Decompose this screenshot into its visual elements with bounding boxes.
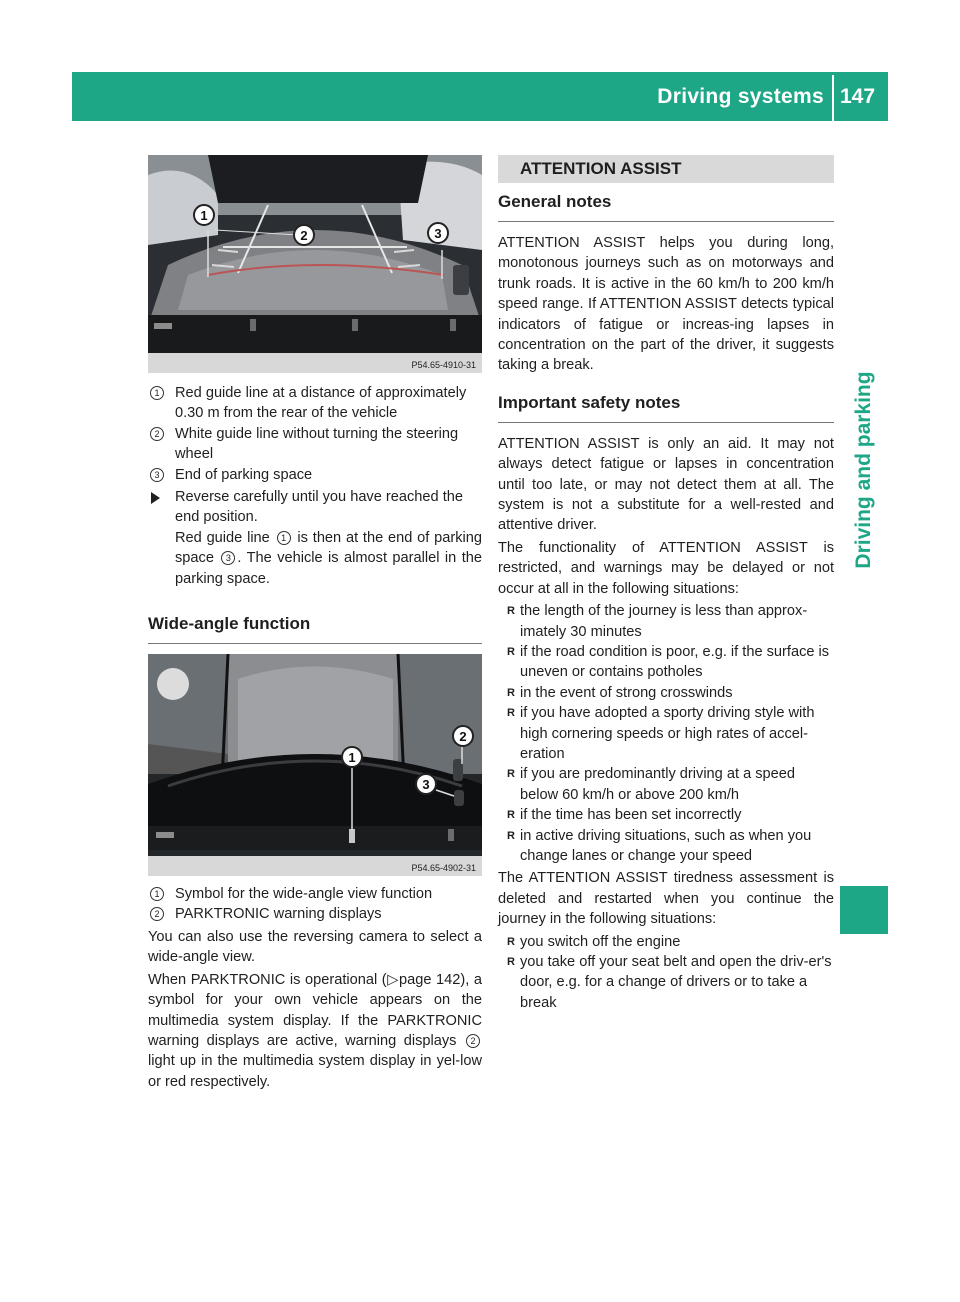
- general-notes-text: ATTENTION ASSIST helps you during long, monotonous journeys such as on motorways and trunk roads. It is active in the 60 km/h to 200 km/h speed range. If ATTENTION ASSIST detects typical indicators of fatigue or increas-ing lapses in concentration on the part of the driver, it suggests taking a break.: [498, 235, 834, 374]
- legend1-item-2: [148, 424, 482, 465]
- list-item: R in active driving situations, such as when you change lanes or change your speed: [507, 827, 812, 864]
- legend1-text: End of parking space: [175, 466, 313, 483]
- ref-number-icon: 2: [466, 1034, 480, 1048]
- figure1-callout-1: 1: [200, 208, 208, 223]
- figure1-code: P54.65-4910-31: [411, 360, 476, 370]
- legend2-text: PARKTRONIC warning displays: [175, 906, 382, 923]
- page-reference-arrow-icon: ▷: [386, 971, 399, 988]
- bullet-icon: R: [507, 605, 515, 618]
- restriction-list: [498, 601, 834, 866]
- figure2-callout-3: 3: [422, 777, 430, 793]
- section-title: ATTENTION ASSIST: [498, 155, 834, 183]
- right-column: [498, 155, 834, 1013]
- bullet-icon: R: [507, 956, 515, 968]
- bullet-icon: R: [507, 686, 515, 699]
- legend2-item-2: [148, 904, 482, 924]
- side-chapter-label: Driving and parking: [851, 371, 875, 569]
- legend2-item-1: [148, 884, 482, 904]
- list-item: R if the road condition is poor, e.g. if the surface is uneven or contains potholes: [507, 643, 830, 681]
- legend2-number: 2: [150, 907, 164, 921]
- figure1-callout-2: 2: [300, 228, 308, 243]
- reset-list: [498, 932, 834, 1014]
- instruction-detail: Red guide line 1 is then at the end of parking space 3 . The vehicle is almost parallel in the parking space.: [175, 529, 482, 587]
- legend1-number: 2: [150, 427, 164, 441]
- legend1-text: White guide line without turning the steering wheel: [175, 425, 459, 463]
- functionality-text: The functionality of ATTENTION ASSIST is restricted, and warnings may be delayed or not occur at all in the following situations:: [498, 539, 834, 597]
- wide-angle-image: [148, 654, 482, 876]
- safety-notes-heading: Important safety notes: [498, 392, 681, 412]
- instruction-step: [148, 487, 482, 589]
- left-column: [148, 155, 482, 1092]
- bullet-icon: R: [507, 645, 515, 658]
- list-item: R if the time has been set incorrectly: [498, 805, 834, 825]
- reversing-camera-image: [148, 155, 482, 373]
- wide-angle-paragraph-2: When PARKTRONIC is operational (▷page 142), a symbol for your own vehicle appears on the multimedia system display. If the PARKTRONIC warning displays are active, warning displays 2 light up in the multimedia system display in yel-low or red respectively.: [148, 971, 482, 1090]
- figure2-callout-1: 1: [348, 750, 356, 766]
- list-item: R the length of the journey is less than approx-imately 30 minutes: [507, 603, 808, 640]
- header-separator: [832, 75, 834, 121]
- list-item: R in the event of strong crosswinds: [498, 683, 834, 703]
- figure2-code: P54.65-4902-31: [411, 863, 476, 874]
- legend1-text: Red guide line at a distance of approximately 0.30 m from the rear of the vehicle: [175, 385, 467, 422]
- wide-angle-heading: Wide-angle function: [148, 614, 311, 634]
- instruction-arrow-icon: [151, 492, 160, 504]
- list-item: R if you have adopted a sporty driving style with high cornering speeds or high rates of accel-eration: [507, 705, 815, 762]
- list-item: R you take off your seat belt and open the driv-er's door, e.g. for a change of drivers or to take a break: [507, 954, 832, 1011]
- ref-number-icon: 3: [221, 551, 235, 565]
- bullet-icon: R: [507, 809, 515, 822]
- bullet-icon: R: [507, 768, 515, 781]
- legend1-item-3: [148, 465, 482, 485]
- list-item: R if you are predominantly driving at a speed below 60 km/h or above 200 km/h: [507, 766, 796, 803]
- ref-number-icon: 1: [277, 531, 291, 545]
- general-notes-heading: General notes: [498, 192, 612, 211]
- list-item: R you switch off the engine: [498, 932, 834, 952]
- legend1-number: 1: [150, 386, 164, 400]
- bullet-icon: R: [507, 707, 515, 720]
- bullet-icon: R: [507, 935, 515, 948]
- wide-angle-paragraph-1: You can also use the reversing camera to select a wide-angle view.: [148, 928, 482, 966]
- figure1-callout-3: 3: [434, 226, 442, 241]
- safety-notes-text: ATTENTION ASSIST is only an aid. It may not always detect fatigue or lapses in concentration until too late, or may not detect them at all. The system is not a substitute for a well-rested and attentive driver.: [498, 435, 834, 534]
- legend2-number: 1: [150, 887, 164, 901]
- reversing-camera-figure: [148, 155, 482, 373]
- side-chapter-marker: [840, 886, 888, 934]
- figure2-callout-2: 2: [459, 729, 467, 745]
- running-header-title: Driving systems: [657, 85, 824, 108]
- page-number: 147: [840, 85, 876, 108]
- wide-angle-figure: [148, 654, 482, 876]
- legend1-item-1: [148, 383, 482, 424]
- tiredness-text: The ATTENTION ASSIST tiredness assessment is deleted and restarted when you continue the journey in the following situations:: [498, 870, 834, 928]
- legend2-text: Symbol for the wide-angle view function: [175, 886, 433, 903]
- instruction-line: Reverse carefully until you have reached the end position.: [175, 489, 463, 526]
- bullet-icon: R: [507, 829, 515, 842]
- legend1-number: 3: [150, 468, 164, 482]
